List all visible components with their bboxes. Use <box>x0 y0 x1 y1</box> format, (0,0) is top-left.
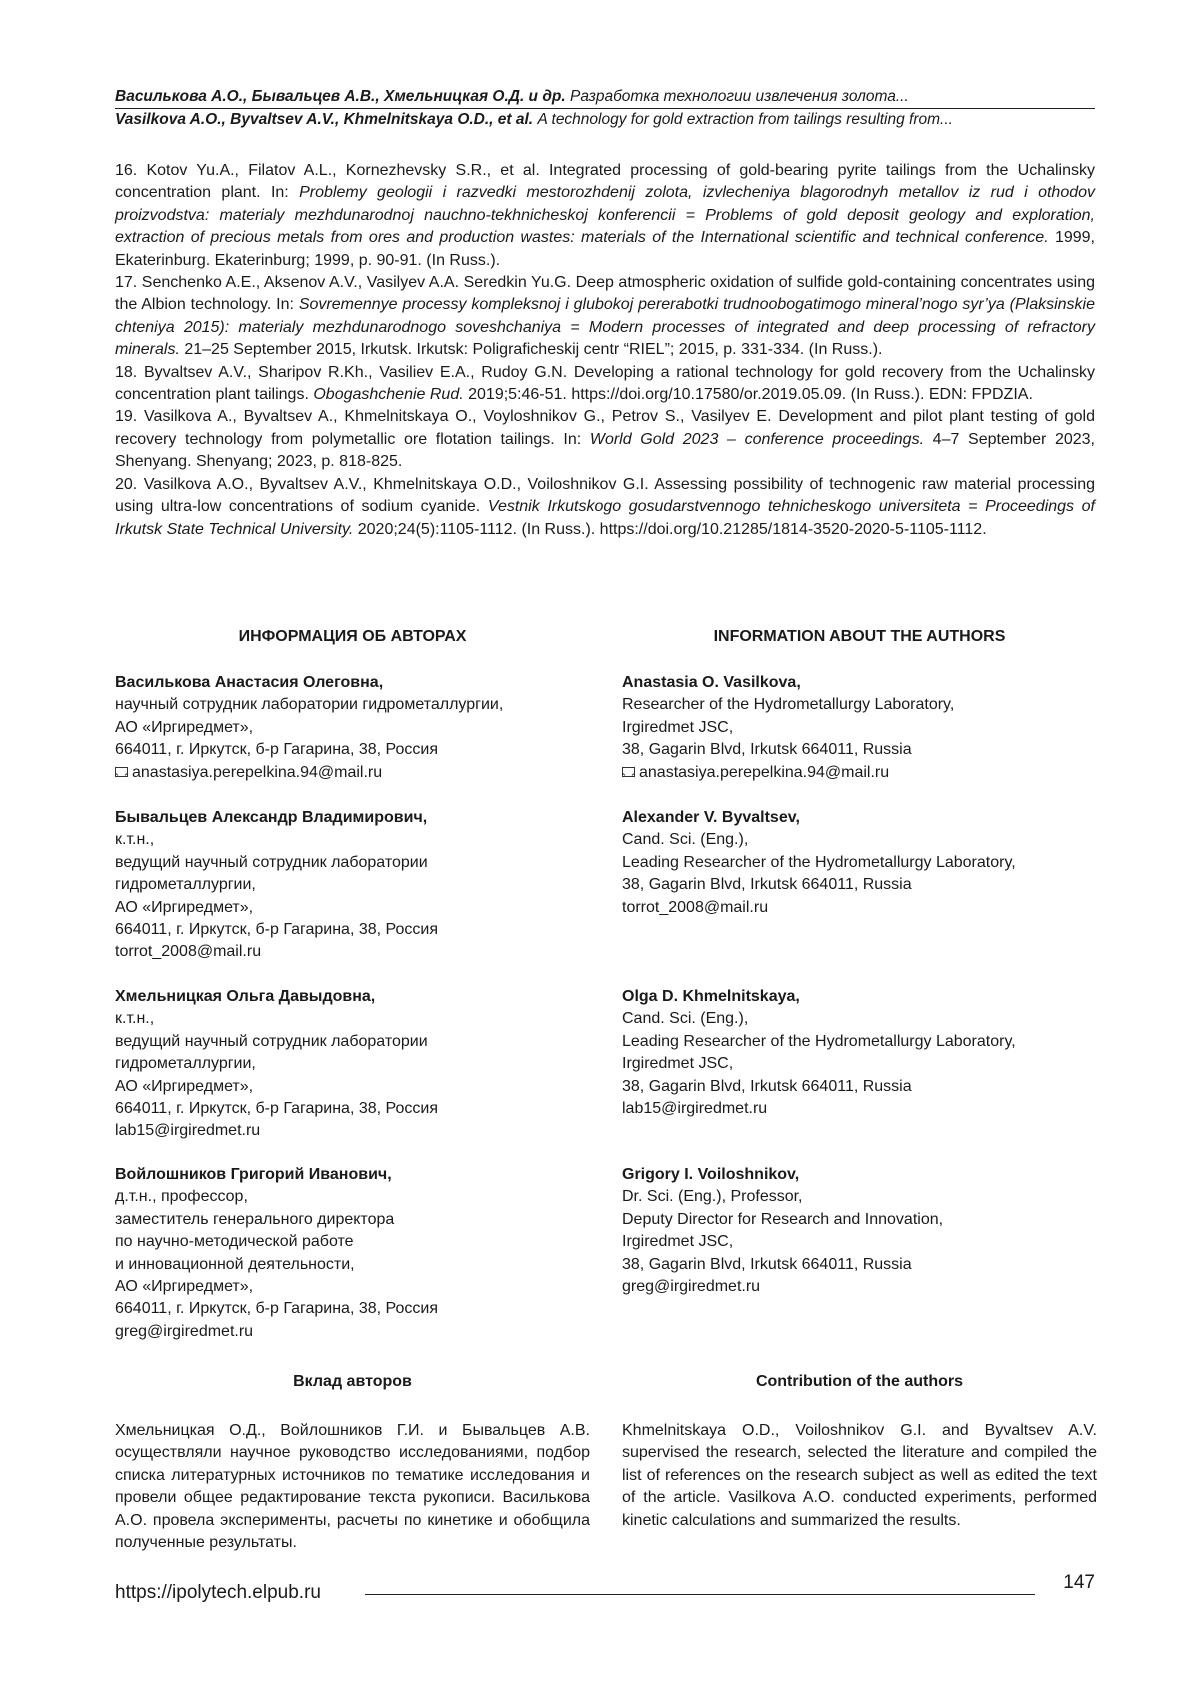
reference-source: World Gold 2023 – conference proceedings. <box>589 430 925 448</box>
running-head-en-title: A technology for gold extraction from tailings resulting from... <box>537 111 953 128</box>
author-line: Cand. Sci. (Eng.), <box>622 1010 749 1028</box>
author-email-row <box>115 762 590 784</box>
author-ru-card <box>115 986 590 1143</box>
author-email[interactable]: lab15@irgiredmet.ru <box>622 1100 768 1118</box>
author-name: Alexander V. Byvaltsev, <box>622 809 800 826</box>
author-name: Василькова Анастасия Олеговна, <box>115 674 384 691</box>
author-email[interactable]: torrot_2008@mail.ru <box>622 898 769 916</box>
reference-source: Sovremennye processy kompleksnoj i glubokoj pererabotki trudnoobogatimogo mineral’nogo syr’ya (Plaksinskie chteniya 2015): materialy mezhdunarodnogo soveshchaniya = Modern processes of integrated and deep processing of refractory minerals. <box>115 296 1096 359</box>
reference-text: 17. Senchenko A.E., Aksenov A.V., Vasilyev A.A. Seredkin Yu.G. Deep atmospheric oxidation of sulfide gold-containing concentrates using the Albion technology. In: <box>115 274 1095 314</box>
author-name: Бывальцев Александр Владимирович, <box>115 809 428 826</box>
reference-source: Problemy geologii i razvedki mestorozhdenij zolota, izvlecheniya blagorodnyh metallov iz rud i othodov proizvodstva: materialy mezhdunarodnoj nauchno-tekhnicheskoj konferencii = Problems of gold deposit geology and exploration, extraction of precious metals from ores and production wastes: materials of the International scientific and technical conference. <box>115 184 1096 247</box>
reference-item <box>115 362 1095 407</box>
author-line: АО «Иргиредмет», <box>115 718 254 736</box>
author-ru-card <box>115 672 590 784</box>
reference-details: 1999, Ekaterinburg. Ekaterinburg; 1999, p. 90-91. (In Russ.). <box>115 229 1096 269</box>
page-footer <box>115 1572 1095 1608</box>
author-line: Dr. Sci. (Eng.), Professor, <box>622 1188 803 1206</box>
reference-text: 16. Kotov Yu.A., Filatov A.L., Kornezhevsky S.R., et al. Integrated processing of gold-bearing pyrite tailings from the Uchalinsky concentration plant. In: <box>115 162 1095 202</box>
running-head-ru-title: Разработка технологии извлечения золота... <box>570 88 909 105</box>
author-line: Leading Researcher of the Hydrometallurgy Laboratory, <box>622 1032 1016 1050</box>
author-line: научный сотрудник лаборатории гидрометаллургии, <box>115 696 504 714</box>
author-name: Grigory I. Voiloshnikov, <box>622 1166 800 1183</box>
author-line: Leading Researcher of the Hydrometallurgy Laboratory, <box>622 853 1016 871</box>
author-line: Irgiredmet JSC, <box>622 1233 734 1251</box>
reference-text: 20. Vasilkova A.O., Byvaltsev A.V., Khmelnitskaya O.D., Voiloshnikov G.I. Assessing possibility of technogenic raw material processing using ultra-low concentrations of sodium cyanide. <box>115 475 1095 516</box>
author-line: АО «Иргиредмет», <box>115 1278 254 1296</box>
author-line: по научно-методической работе <box>115 1233 354 1251</box>
author-line: 664011, г. Иркутск, б-р Гагарина, 38, Россия <box>115 921 438 939</box>
author-en-card <box>622 1164 1097 1298</box>
author-line: 664011, г. Иркутск, б-р Гагарина, 38, Россия <box>115 1300 438 1318</box>
authors-en-column <box>622 626 1097 1529</box>
reference-source: Vestnik Irkutskogo gosudarstvennogo tehnicheskogo universiteta = Proceedings of Irkutsk State Technical University. <box>115 498 1095 538</box>
envelope-icon <box>622 767 635 777</box>
author-line: и инновационной деятельности, <box>115 1255 355 1273</box>
author-line: ведущий научный сотрудник лаборатории <box>115 1032 428 1050</box>
author-en-card <box>622 807 1097 919</box>
author-email[interactable]: torrot_2008@mail.ru <box>115 943 262 961</box>
author-line: д.т.н., профессор, <box>115 1188 248 1206</box>
contribution-en-text: Khmelnitskaya O.D., Voiloshnikov G.I. and Byvaltsev A.V. supervised the research, selected the literature and compiled the list of references on the research subject as well as edited the text of the article. Vasilkova A.O. conducted experiments, performed kinetic calculations and summarized the results. <box>622 1422 1097 1529</box>
author-email[interactable]: anastasiya.perepelkina.94@mail.ru <box>132 763 383 781</box>
author-line: к.т.н., <box>115 831 155 849</box>
reference-item <box>115 272 1095 362</box>
author-line: 38, Gagarin Blvd, Irkutsk 664011, Russia <box>622 1255 912 1273</box>
contribution-en-title: Contribution of the authors <box>755 1373 964 1390</box>
author-name: Olga D. Khmelnitskaya, <box>622 988 800 1005</box>
reference-details: 2019;5:46-51. https://doi.org/10.17580/or.2019.05.09. (In Russ.). EDN: FPDZIA. <box>463 386 1033 404</box>
running-head-ru-authors: Василькова А.О., Бывальцев А.В., Хмельницкая О.Д. и др. <box>115 88 566 105</box>
author-line: Irgiredmet JSC, <box>622 718 734 736</box>
reference-details: 4–7 September 2023, Shenyang. Shenyang; 2023, p. 818-825. <box>115 430 1096 471</box>
author-line: 38, Gagarin Blvd, Irkutsk 664011, Russia <box>622 741 912 759</box>
contribution-ru-title: Вклад авторов <box>293 1373 412 1390</box>
author-ru-card <box>115 1164 590 1343</box>
author-line: АО «Иргиредмет», <box>115 1077 254 1095</box>
author-line: ведущий научный сотрудник лаборатории <box>115 853 428 871</box>
author-line: Cand. Sci. (Eng.), <box>622 831 749 849</box>
reference-item <box>115 474 1095 541</box>
authors-ru-column <box>115 626 590 1552</box>
author-name: Хмельницкая Ольга Давыдовна, <box>115 988 376 1005</box>
author-email[interactable]: greg@irgiredmet.ru <box>622 1278 761 1296</box>
reference-details: 2020;24(5):1105-1112. (In Russ.). https://doi.org/10.21285/1814-3520-2020-5-1105-1112. <box>353 520 987 538</box>
author-en-card <box>622 986 1097 1120</box>
authors-ru-title: ИНФОРМАЦИЯ ОБ АВТОРАХ <box>238 628 467 645</box>
running-head-en-authors: Vasilkova A.O., Byvaltsev A.V., Khmelnitskaya O.D., et al. <box>115 111 534 128</box>
author-line: гидрометаллургии, <box>115 876 256 894</box>
author-line: 38, Gagarin Blvd, Irkutsk 664011, Russia <box>622 876 912 894</box>
page-number: 147 <box>1063 1572 1095 1593</box>
author-ru-card <box>115 807 590 964</box>
running-head-en <box>115 109 1095 130</box>
reference-list <box>115 160 1095 541</box>
author-email[interactable]: anastasiya.perepelkina.94@mail.ru <box>639 763 890 781</box>
author-en-card <box>622 672 1097 784</box>
reference-item <box>115 406 1095 473</box>
reference-text: 18. Byvaltsev A.V., Sharipov R.Kh., Vasiliev E.A., Rudoy G.N. Developing a rational technology for gold recovery from the Uchalinsky concentration plant tailings. <box>115 363 1095 404</box>
author-line: гидрометаллургии, <box>115 1055 256 1073</box>
author-line: Deputy Director for Research and Innovation, <box>622 1210 944 1228</box>
reference-source: Obogashchenie Rud. <box>313 386 464 404</box>
journal-url-link[interactable]: https://ipolytech.elpub.ru <box>115 1582 321 1603</box>
author-name: Войлошников Григорий Иванович, <box>115 1166 392 1183</box>
author-line: 664011, г. Иркутск, б-р Гагарина, 38, Россия <box>115 1100 438 1118</box>
author-line: заместитель генерального директора <box>115 1210 395 1228</box>
reference-item <box>115 160 1095 272</box>
author-name: Anastasia O. Vasilkova, <box>622 674 801 691</box>
running-head <box>115 86 1095 130</box>
author-line: 664011, г. Иркутск, б-р Гагарина, 38, Россия <box>115 741 438 759</box>
reference-details: 21–25 September 2015, Irkutsk. Irkutsk: Poligraficheskij centr “RIEL”; 2015, p. 331-334. (In Russ.). <box>179 341 883 359</box>
author-email-row <box>622 762 1097 784</box>
running-head-ru <box>115 86 1095 109</box>
author-line: 38, Gagarin Blvd, Irkutsk 664011, Russia <box>622 1077 912 1095</box>
author-email[interactable]: lab15@irgiredmet.ru <box>115 1122 261 1140</box>
author-line: к.т.н., <box>115 1010 155 1028</box>
author-line: Researcher of the Hydrometallurgy Laboratory, <box>622 696 955 714</box>
reference-text: 19. Vasilkova A., Byvaltsev A., Khmelnitskaya O., Voyloshnikov G., Petrov S., Vasilyev E. Development and pilot plant testing of gold recovery technology from polymetallic ore flotation tailings. In: <box>115 408 1095 448</box>
author-email[interactable]: greg@irgiredmet.ru <box>115 1322 254 1340</box>
envelope-icon <box>115 767 128 777</box>
contribution-ru-text: Хмельницкая О.Д., Войлошников Г.И. и Бывальцев А.В. осуществляли научное руководство исследованиями, подбор списка литературных источников по тематике исследования и провели общее редактирование текста рукописи. Василькова А.О. провела эксперименты, расчеты по кинетике и обобщила полученные результаты. <box>115 1422 590 1552</box>
author-line: Irgiredmet JSC, <box>622 1055 734 1073</box>
authors-en-title: INFORMATION ABOUT THE AUTHORS <box>713 628 1006 645</box>
footer-rule <box>365 1594 1035 1595</box>
author-line: АО «Иргиредмет», <box>115 898 254 916</box>
